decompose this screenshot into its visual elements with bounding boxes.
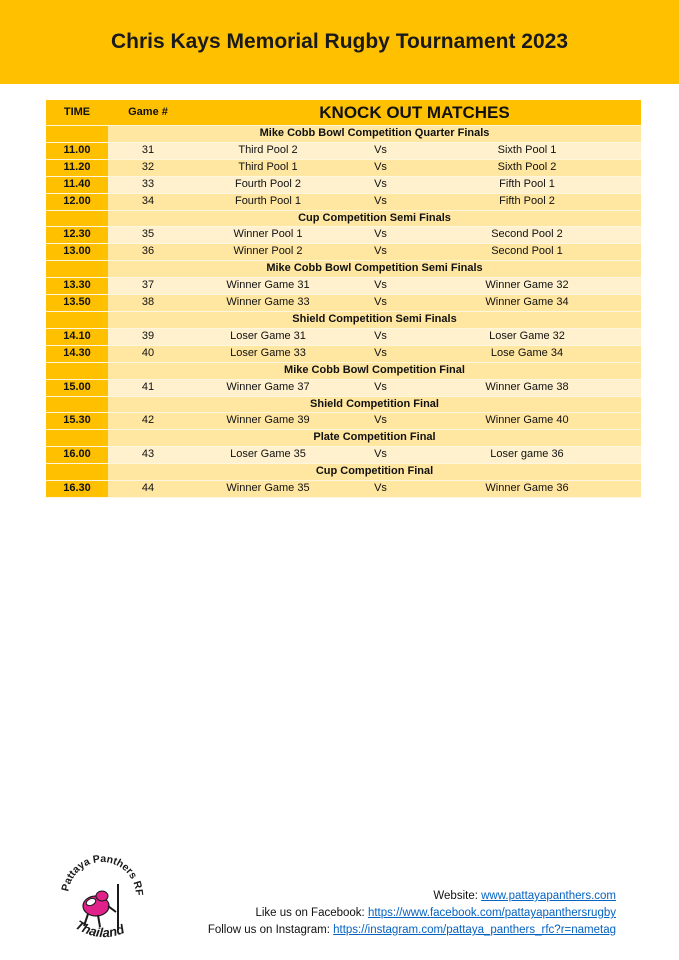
match-game-number: 40: [108, 345, 188, 362]
facebook-label: Like us on Facebook:: [255, 907, 365, 919]
match-home-team: Winner Game 33: [188, 295, 348, 312]
match-row: [46, 447, 641, 464]
svg-text:Thailand: [73, 917, 127, 940]
match-home-team: Winner Game 31: [188, 278, 348, 295]
section-title: Shield Competition Semi Finals: [108, 311, 641, 328]
match-row: [46, 481, 641, 498]
match-vs: Vs: [348, 278, 413, 295]
instagram-line: [136, 922, 616, 939]
match-game-number: 36: [108, 244, 188, 261]
match-vs: Vs: [348, 142, 413, 159]
match-away-team: Winner Game 38: [413, 379, 641, 396]
match-away-team: Winner Game 34: [413, 295, 641, 312]
match-game-number: 43: [108, 447, 188, 464]
logo-bottom-text: Thailand: [72, 917, 127, 941]
match-row: [46, 413, 641, 430]
match-home-team: Third Pool 1: [188, 159, 348, 176]
section-title: Mike Cobb Bowl Competition Final: [108, 362, 641, 379]
match-game-number: 44: [108, 481, 188, 498]
match-vs: Vs: [348, 295, 413, 312]
match-row: [46, 159, 641, 176]
match-vs: Vs: [348, 227, 413, 244]
match-game-number: 37: [108, 278, 188, 295]
section-time-spacer: [46, 261, 108, 278]
instagram-link[interactable]: https://instagram.com/pattaya_panthers_rfc?r=nametag: [333, 924, 616, 936]
match-row: [46, 345, 641, 362]
match-row: [46, 227, 641, 244]
section-time-spacer: [46, 396, 108, 413]
match-away-team: Lose Game 34: [413, 345, 641, 362]
section-title: Mike Cobb Bowl Competition Quarter Finals: [108, 126, 641, 143]
match-away-team: Winner Game 32: [413, 278, 641, 295]
match-game-number: 34: [108, 193, 188, 210]
match-away-team: Fifth Pool 1: [413, 176, 641, 193]
match-vs: Vs: [348, 345, 413, 362]
svg-text:Pattaya Panthers RFC: [54, 850, 145, 897]
match-game-number: 42: [108, 413, 188, 430]
match-vs: Vs: [348, 447, 413, 464]
match-home-team: Fourth Pool 2: [188, 176, 348, 193]
match-vs: Vs: [348, 244, 413, 261]
match-home-team: Winner Pool 2: [188, 244, 348, 261]
section-header-row: [46, 126, 641, 143]
match-row: [46, 244, 641, 261]
match-game-number: 33: [108, 176, 188, 193]
section-title: Cup Competition Final: [108, 464, 641, 481]
match-time: 13.30: [46, 278, 108, 295]
match-time: 11.20: [46, 159, 108, 176]
match-row: [46, 142, 641, 159]
match-vs: Vs: [348, 379, 413, 396]
section-title: Mike Cobb Bowl Competition Semi Finals: [108, 261, 641, 278]
panther-rugby-icon: [54, 850, 146, 950]
match-vs: Vs: [348, 481, 413, 498]
match-time: 13.00: [46, 244, 108, 261]
match-vs: Vs: [348, 159, 413, 176]
match-game-number: 32: [108, 159, 188, 176]
match-home-team: Winner Game 37: [188, 379, 348, 396]
section-time-spacer: [46, 464, 108, 481]
match-away-team: Winner Game 40: [413, 413, 641, 430]
match-away-team: Second Pool 1: [413, 244, 641, 261]
match-vs: Vs: [348, 328, 413, 345]
match-away-team: Second Pool 2: [413, 227, 641, 244]
instagram-label: Follow us on Instagram:: [207, 924, 330, 936]
column-header-game: Game #: [108, 100, 188, 126]
match-time: 15.00: [46, 379, 108, 396]
section-header-row: [46, 464, 641, 481]
match-away-team: Fifth Pool 2: [413, 193, 641, 210]
match-vs: Vs: [348, 193, 413, 210]
table-title: KNOCK OUT MATCHES: [188, 100, 641, 126]
section-title: Plate Competition Final: [108, 430, 641, 447]
section-time-spacer: [46, 210, 108, 227]
match-away-team: Sixth Pool 1: [413, 142, 641, 159]
club-logo: [54, 850, 146, 950]
match-time: 15.30: [46, 413, 108, 430]
match-time: 11.40: [46, 176, 108, 193]
match-home-team: Third Pool 2: [188, 142, 348, 159]
knockout-schedule-table: [46, 100, 641, 498]
match-away-team: Winner Game 36: [413, 481, 641, 498]
match-game-number: 35: [108, 227, 188, 244]
section-header-row: [46, 362, 641, 379]
match-row: [46, 193, 641, 210]
match-away-team: Loser Game 32: [413, 328, 641, 345]
logo-top-text: Pattaya Panthers RF: [59, 852, 146, 897]
match-away-team: Sixth Pool 2: [413, 159, 641, 176]
table-header-row: [46, 100, 641, 126]
match-time: 14.30: [46, 345, 108, 362]
page-title: Chris Kays Memorial Rugby Tournament 2023: [110, 30, 569, 53]
match-home-team: Loser Game 33: [188, 345, 348, 362]
match-time: 12.00: [46, 193, 108, 210]
match-row: [46, 278, 641, 295]
match-time: 11.00: [46, 142, 108, 159]
section-title: Shield Competition Final: [108, 396, 641, 413]
match-home-team: Winner Game 39: [188, 413, 348, 430]
column-header-time: TIME: [46, 100, 108, 126]
match-vs: Vs: [348, 176, 413, 193]
match-row: [46, 176, 641, 193]
section-header-row: [46, 261, 641, 278]
section-header-row: [46, 210, 641, 227]
section-time-spacer: [46, 126, 108, 143]
section-header-row: [46, 311, 641, 328]
match-time: 14.10: [46, 328, 108, 345]
match-game-number: 41: [108, 379, 188, 396]
match-home-team: Fourth Pool 1: [188, 193, 348, 210]
match-vs: Vs: [348, 413, 413, 430]
section-header-row: [46, 396, 641, 413]
match-time: 16.30: [46, 481, 108, 498]
match-home-team: Loser Game 31: [188, 328, 348, 345]
match-game-number: 31: [108, 142, 188, 159]
match-home-team: Winner Pool 1: [188, 227, 348, 244]
facebook-line: [136, 905, 616, 922]
match-time: 16.00: [46, 447, 108, 464]
website-link[interactable]: www.pattayapanthers.com: [481, 890, 616, 902]
section-time-spacer: [46, 311, 108, 328]
match-home-team: Loser Game 35: [188, 447, 348, 464]
website-label: Website:: [433, 890, 478, 902]
match-time: 13.50: [46, 295, 108, 312]
title-banner: [0, 0, 679, 84]
match-row: [46, 295, 641, 312]
match-time: 12.30: [46, 227, 108, 244]
match-game-number: 39: [108, 328, 188, 345]
section-header-row: [46, 430, 641, 447]
match-game-number: 38: [108, 295, 188, 312]
section-time-spacer: [46, 362, 108, 379]
match-away-team: Loser game 36: [413, 447, 641, 464]
section-title: Cup Competition Semi Finals: [108, 210, 641, 227]
match-home-team: Winner Game 35: [188, 481, 348, 498]
facebook-link[interactable]: https://www.facebook.com/pattayapanthersrugby: [367, 907, 616, 919]
match-row: [46, 328, 641, 345]
match-row: [46, 379, 641, 396]
footer-links: [136, 888, 616, 939]
website-line: [136, 888, 616, 905]
section-time-spacer: [46, 430, 108, 447]
